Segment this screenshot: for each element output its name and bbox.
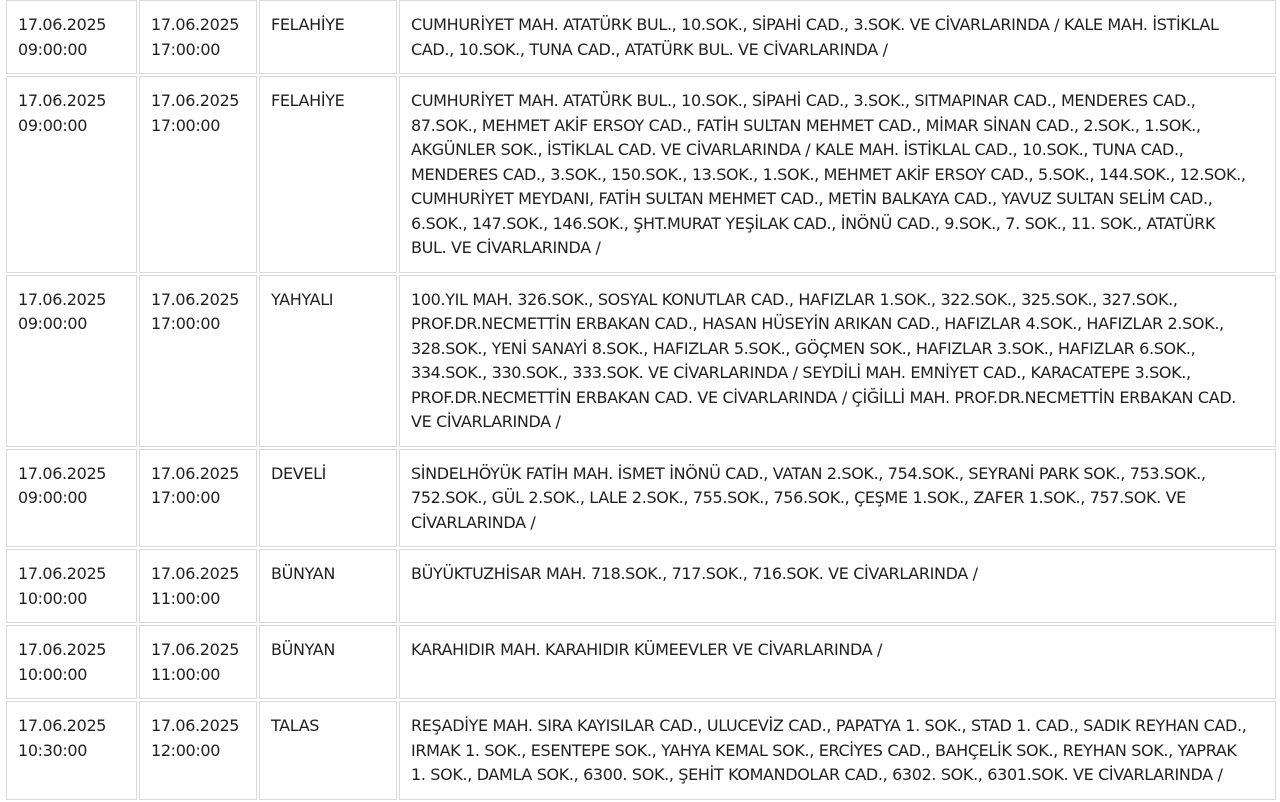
- district-name: FELAHİYE: [271, 91, 345, 110]
- start-date: 17.06.2025: [18, 463, 107, 483]
- district-cell: [259, 275, 397, 447]
- end-datetime-cell: [139, 549, 257, 623]
- start-date: 17.06.2025: [18, 640, 107, 659]
- start-datetime-cell: [6, 701, 137, 800]
- table-row: [6, 76, 1276, 273]
- addresses-cell: [399, 76, 1276, 273]
- end-date: 17.06.2025: [151, 564, 240, 583]
- district-name: BÜNYAN: [271, 640, 336, 659]
- end-date: 17.06.2025: [151, 640, 240, 659]
- address-list: 100.YIL MAH. 326.SOK., SOSYAL KONUTLAR CAD., HAFIZLAR 1.SOK., 322.SOK., 325.SOK., 327.SOK., PROF.DR.NECMETTİN ERBAKAN CAD., HASAN HÜSEYİN ARIKAN CAD., HAFIZLAR 4.SOK., HAFIZLAR 2.SOK., 328.SOK., YENİ SANAYİ 8.SOK., HAFIZLAR 5.SOK., GÖÇMEN SOK., HAFIZLAR 3.SOK., HAFIZLAR 6.SOK., 334.SOK., 330.SOK., 333.SOK. VE CİVARLARINDA / SEYDİLİ MAH. EMNİYET CAD., KARACATEPE 3.SOK., PROF.DR.NECMETTİN ERBAKAN CAD. VE CİVARLARINDA / ÇİĞİLLİ MAH. PROF.DR.NECMETTİN ERBAKAN CAD. VE CİVARLARINDA /: [411, 289, 1237, 431]
- address-list: REŞADİYE MAH. SIRA KAYISILAR CAD., ULUCEVİZ CAD., PAPATYA 1. SOK., STAD 1. CAD., SADIK REYHAN CAD., IRMAK 1. SOK., ESENTEPE SOK., YAHYA KEMAL SOK., ERCİYES CAD., BAHÇELİK SOK., REYHAN SOK., YAPRAK 1. SOK., DAMLA SOK., 6300. SOK., ŞEHİT KOMANDOLAR CAD., 6302. SOK., 6301.SOK. VE CİVARLARINDA /: [411, 716, 1247, 784]
- start-date: 17.06.2025: [18, 15, 107, 34]
- start-datetime-cell: [6, 449, 137, 548]
- addresses-cell: [399, 701, 1276, 800]
- outage-table-container: [4, 0, 1278, 802]
- start-datetime-cell: [6, 625, 137, 699]
- end-date: 17.06.2025: [151, 91, 240, 110]
- district-cell: [259, 449, 397, 548]
- end-time: 17:00:00: [151, 39, 221, 59]
- address-list: CUMHURİYET MAH. ATATÜRK BUL., 10.SOK., SİPAHİ CAD., 3.SOK. VE CİVARLARINDA / KALE MAH. İSTİKLAL CAD., 10.SOK., TUNA CAD., ATATÜRK BUL. VE CİVARLARINDA /: [411, 15, 1219, 59]
- end-datetime-cell: [139, 701, 257, 800]
- end-time: 11:00:00: [151, 588, 221, 608]
- start-time: 10:30:00: [18, 740, 88, 760]
- start-datetime-cell: [6, 275, 137, 447]
- end-datetime-cell: [139, 76, 257, 273]
- district-cell: [259, 625, 397, 699]
- start-date: 17.06.2025: [18, 716, 107, 735]
- end-time: 17:00:00: [151, 115, 221, 135]
- end-time: 17:00:00: [151, 314, 221, 333]
- outage-table-body: [6, 0, 1276, 800]
- end-datetime-cell: [139, 449, 257, 548]
- end-date: 17.06.2025: [151, 15, 240, 34]
- outage-table: [4, 0, 1278, 802]
- table-row: [6, 625, 1276, 699]
- district-name: DEVELİ: [271, 463, 327, 483]
- addresses-cell: [399, 0, 1276, 74]
- start-date: 17.06.2025: [18, 564, 107, 583]
- addresses-cell: [399, 625, 1276, 699]
- table-row: [6, 275, 1276, 447]
- start-datetime-cell: [6, 549, 137, 623]
- address-list: CUMHURİYET MAH. ATATÜRK BUL., 10.SOK., SİPAHİ CAD., 3.SOK., SITMAPINAR CAD., MENDERES CAD., 87.SOK., MEHMET AKİF ERSOY CAD., FATİH SULTAN MEHMET CAD., MİMAR SİNAN CAD., 2.SOK., 1.SOK., AKGÜNLER SOK., İSTİKLAL CAD. VE CİVARLARINDA / KALE MAH. İSTİKLAL CAD., 10.SOK., TUNA CAD., MENDERES CAD., 3.SOK., 150.SOK., 13.SOK., 1.SOK., MEHMET AKİF ERSOY CAD., 5.SOK., 144.SOK., 12.SOK., CUMHURİYET MEYDANI, FATİH SULTAN MEHMET CAD., METİN BALKAYA CAD., YAVUZ SULTAN SELİM CAD., 6.SOK., 147.SOK., 146.SOK., ŞHT.MURAT YEŞİLAK CAD., İNÖNÜ CAD., 9.SOK., 7. SOK., 11. SOK., ATATÜRK BUL. VE CİVARLARINDA /: [411, 91, 1246, 257]
- address-list: BÜYÜKTUZHİSAR MAH. 718.SOK., 717.SOK., 716.SOK. VE CİVARLARINDA /: [411, 564, 978, 583]
- end-time: 12:00:00: [151, 740, 221, 760]
- end-datetime-cell: [139, 275, 257, 447]
- start-time: 10:00:00: [18, 664, 88, 684]
- start-datetime-cell: [6, 0, 137, 74]
- start-time: 09:00:00: [18, 314, 88, 333]
- district-name: FELAHİYE: [271, 15, 345, 34]
- address-list: KARAHIDIR MAH. KARAHIDIR KÜMEEVLER VE CİVARLARINDA /: [411, 640, 883, 659]
- end-time: 11:00:00: [151, 664, 221, 684]
- end-date: 17.06.2025: [151, 463, 240, 483]
- addresses-cell: [399, 549, 1276, 623]
- start-time: 09:00:00: [18, 39, 88, 59]
- table-row: [6, 701, 1276, 800]
- start-time: 09:00:00: [18, 488, 88, 507]
- end-datetime-cell: [139, 0, 257, 74]
- table-row: [6, 549, 1276, 623]
- table-row: [6, 449, 1276, 548]
- addresses-cell: [399, 449, 1276, 548]
- end-datetime-cell: [139, 625, 257, 699]
- district-cell: [259, 701, 397, 800]
- end-time: 17:00:00: [151, 488, 221, 507]
- start-time: 10:00:00: [18, 588, 88, 608]
- district-name: YAHYALI: [271, 289, 334, 309]
- start-date: 17.06.2025: [18, 289, 107, 309]
- start-date: 17.06.2025: [18, 91, 107, 110]
- end-date: 17.06.2025: [151, 716, 240, 735]
- address-list: SİNDELHÖYÜK FATİH MAH. İSMET İNÖNÜ CAD., VATAN 2.SOK., 754.SOK., SEYRANİ PARK SOK., 753.SOK., 752.SOK., GÜL 2.SOK., LALE 2.SOK., 755.SOK., 756.SOK., ÇEŞME 1.SOK., ZAFER 1.SOK., 757.SOK. VE CİVARLARINDA /: [411, 463, 1206, 532]
- start-time: 09:00:00: [18, 115, 88, 135]
- district-cell: [259, 76, 397, 273]
- district-cell: [259, 549, 397, 623]
- addresses-cell: [399, 275, 1276, 447]
- district-name: TALAS: [271, 716, 320, 735]
- district-cell: [259, 0, 397, 74]
- end-date: 17.06.2025: [151, 289, 240, 309]
- district-name: BÜNYAN: [271, 564, 336, 583]
- start-datetime-cell: [6, 76, 137, 273]
- table-row: [6, 0, 1276, 74]
